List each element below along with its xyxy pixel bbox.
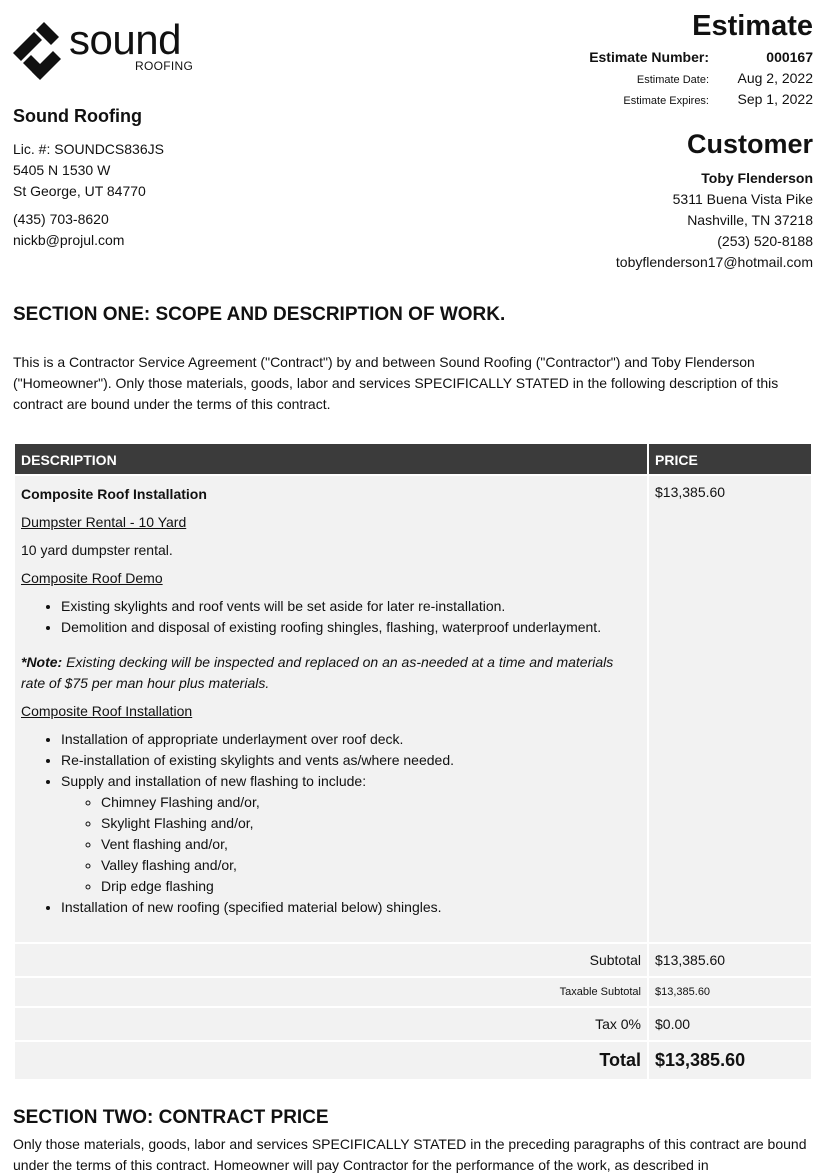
table-row bbox=[15, 476, 811, 942]
item-title: Composite Roof Installation bbox=[21, 486, 207, 502]
taxable-subtotal-row bbox=[15, 978, 811, 1006]
customer-address-line1: 5311 Buena Vista Pike bbox=[672, 191, 813, 207]
list-item bbox=[61, 771, 641, 897]
taxable-subtotal-value: $13,385.60 bbox=[649, 978, 811, 1006]
tax-row bbox=[15, 1008, 811, 1040]
flashing-sub-list bbox=[61, 792, 641, 897]
dumpster-rental-text: 10 yard dumpster rental. bbox=[21, 542, 173, 558]
estimate-expires: Sep 1, 2022 bbox=[737, 91, 813, 107]
customer-phone: (253) 520-8188 bbox=[717, 233, 813, 249]
demo-bullet-list bbox=[21, 596, 641, 638]
company-address-line2: St George, UT 84770 bbox=[13, 183, 146, 199]
estimate-title: Estimate bbox=[692, 10, 813, 42]
list-item: ◦ Skylight Flashing and/or, bbox=[101, 813, 641, 834]
column-header-price: PRICE bbox=[649, 444, 811, 474]
subtotal-value: $13,385.60 bbox=[649, 944, 811, 976]
customer-title: Customer bbox=[686, 129, 813, 159]
list-item-text: Supply and installation of new flashing to include: bbox=[61, 773, 367, 789]
section-one-text: This is a Contractor Service Agreement ("Contract") by and between Sound Roofing ("Contractor") and Toby Flenderson ("Homeowner"). Only those materials, goods, labor and services SPECIFICALLY STATED in the following description of this contract are bound under the terms of this contract. bbox=[13, 354, 779, 412]
item-description bbox=[15, 476, 647, 942]
list-item: ◦ Drip edge flashing bbox=[101, 876, 641, 897]
logo-word: sound bbox=[69, 16, 181, 63]
estimate-expires-label: Estimate Expires: bbox=[623, 95, 709, 107]
total-value: $13,385.60 bbox=[649, 1042, 811, 1079]
note-label: *Note: bbox=[21, 654, 63, 670]
column-header-description: DESCRIPTION bbox=[15, 444, 647, 474]
customer-email: tobyflenderson17@hotmail.com bbox=[615, 254, 813, 270]
logo-subtext: ROOFING bbox=[135, 59, 194, 73]
company-email: nickb@projul.com bbox=[13, 232, 125, 248]
total-label: Total bbox=[15, 1042, 647, 1079]
decking-note bbox=[21, 652, 641, 694]
company-phone: (435) 703-8620 bbox=[13, 211, 109, 227]
subtotal-row bbox=[15, 944, 811, 976]
list-item: ◦ Vent flashing and/or, bbox=[101, 834, 641, 855]
estimate-number: 000167 bbox=[766, 49, 813, 65]
company-name: Sound Roofing bbox=[13, 106, 142, 126]
estimate-date-label: Estimate Date: bbox=[636, 74, 709, 86]
tax-label: Tax 0% bbox=[15, 1008, 647, 1040]
company-address-line1: 5405 N 1530 W bbox=[13, 162, 111, 178]
estimate-number-label: Estimate Number: bbox=[589, 49, 709, 65]
estimate-meta bbox=[589, 49, 813, 112]
list-item: ◦ Valley flashing and/or, bbox=[101, 855, 641, 876]
tax-value: $0.00 bbox=[649, 1008, 811, 1040]
roof-demo-link[interactable]: Composite Roof Demo bbox=[21, 570, 163, 586]
logo-mark-icon bbox=[13, 22, 61, 86]
list-item: ◦ Chimney Flashing and/or, bbox=[101, 792, 641, 813]
estimate-table bbox=[13, 442, 813, 1081]
section-two-heading: SECTION TWO: CONTRACT PRICE bbox=[13, 1107, 329, 1128]
note-text: Existing decking will be inspected and replaced on an as-needed at a time and materials rate of $75 per man hour plus materials. bbox=[21, 654, 614, 691]
list-item: • Re-installation of existing skylights and vents as/where needed. bbox=[61, 750, 641, 771]
total-row bbox=[15, 1042, 811, 1079]
subtotal-label: Subtotal bbox=[15, 944, 647, 976]
customer-name: Toby Flenderson bbox=[701, 170, 813, 186]
list-item: • Installation of appropriate underlayment over roof deck. bbox=[61, 729, 641, 750]
roof-installation-link[interactable]: Composite Roof Installation bbox=[21, 703, 193, 719]
customer-details bbox=[616, 168, 813, 273]
section-two-text: Only those materials, goods, labor and services SPECIFICALLY STATED in the preceding paragraphs of this contract are bound under the terms of this contract. Homeowner will pay Contractor for the performance of the work, as described in bbox=[13, 1136, 807, 1173]
estimate-date: Aug 2, 2022 bbox=[737, 70, 813, 86]
list-item: • Installation of new roofing (specified material below) shingles. bbox=[61, 897, 641, 918]
taxable-subtotal-label: Taxable Subtotal bbox=[15, 978, 647, 1006]
list-item: • Demolition and disposal of existing roofing shingles, flashing, waterproof underlayment. bbox=[61, 617, 641, 638]
company-details bbox=[13, 139, 164, 251]
dumpster-rental-link[interactable]: Dumpster Rental - 10 Yard bbox=[21, 514, 187, 530]
company-license: Lic. #: SOUNDCS836JS bbox=[13, 141, 164, 157]
installation-bullet-list bbox=[21, 729, 641, 918]
item-price: $13,385.60 bbox=[649, 476, 811, 942]
list-item: • Existing skylights and roof vents will be set aside for later re-installation. bbox=[61, 596, 641, 617]
section-one-heading: SECTION ONE: SCOPE AND DESCRIPTION OF WORK. bbox=[13, 304, 506, 325]
customer-address-line2: Nashville, TN 37218 bbox=[687, 212, 813, 228]
company-logo bbox=[13, 16, 203, 86]
